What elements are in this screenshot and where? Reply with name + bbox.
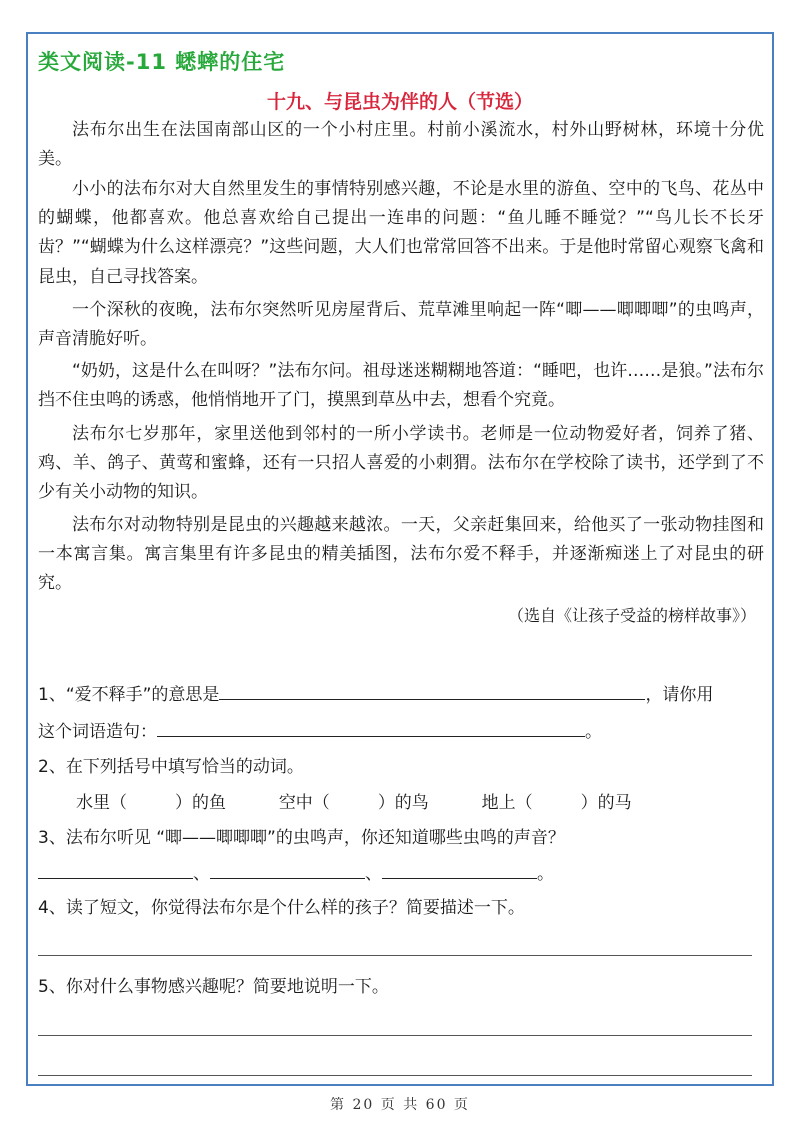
question-5-text: 5、你对什么事物感兴趣呢？简要地说明一下。	[38, 977, 389, 997]
article-title: 十九、与昆虫为伴的人（节选）	[266, 91, 533, 113]
q3-answer-blank-1[interactable]	[38, 860, 193, 879]
question-1-text: 1、“爱不释手”的意思是	[38, 685, 220, 705]
q2-item-fish: 水里（ ）的鱼	[76, 793, 226, 813]
q4-answer-line[interactable]	[38, 955, 752, 956]
paragraph-6: 法布尔对动物特别是昆虫的兴趣越来越浓。一天，父亲赶集回来，给他买了一张动物挂图和一本寓言集。寓言集里有许多昆虫的精美插图，法布尔爱不释手，并逐渐痴迷上了对昆虫的研究。	[38, 515, 764, 594]
question-1-sentence-prompt: 这个词语造句：	[38, 722, 157, 742]
paragraph-1: 法布尔出生在法国南部山区的一个小村庄里。村前小溪流水，村外山野树林，环境十分优美。	[38, 120, 764, 170]
source-citation: （选自《让孩子受益的榜样故事》）	[507, 606, 756, 625]
q1-sentence-blank[interactable]	[157, 718, 585, 737]
paragraph-4: “奶奶，这是什么在叫呀？”法布尔问。祖母迷迷糊糊地答道：“睡吧，也许……是狼。”法布尔挡不住虫鸣的诱惑，他悄悄地开了门，摸黑到草丛中去，想看个究竟。	[38, 361, 764, 411]
q2-item-bird: 空中（ ）的鸟	[278, 793, 429, 813]
question-4-text: 4、读了短文，你觉得法布尔是个什么样的孩子？简要描述一下。	[38, 898, 525, 918]
paragraph-3: 一个深秋的夜晚，法布尔突然听见房屋背后、荒草滩里响起一阵“唧——唧唧唧”的虫鸣声，声音清脆好听。	[38, 300, 764, 350]
question-1-line-1	[38, 681, 713, 707]
q5-answer-line-1[interactable]	[38, 1035, 752, 1036]
q2-item-horse: 地上（ ）的马	[481, 793, 632, 813]
question-3-answers: 、 、 。	[38, 860, 554, 886]
question-1-suffix: ，请你用	[645, 685, 714, 705]
question-2-items	[76, 791, 632, 815]
q3-answer-blank-2[interactable]	[210, 860, 365, 879]
question-2-text: 2、在下列括号中填写恰当的动词。	[38, 757, 304, 777]
question-1-line-2	[38, 718, 602, 744]
page-number: 第 20 页 共 60 页	[330, 1097, 470, 1113]
paragraph-2: 小小的法布尔对大自然里发生的事情特别感兴趣，不论是水里的游鱼、空中的飞鸟、花丛中的蝴蝶，他都喜欢。他总喜欢给自己提出一连串的问题：“鱼儿睡不睡觉？”“鸟儿长不长牙齿？”“蝴蝶为什么这样漂亮？”这些问题，大人们也常常回答不出来。于是他时常留心观察飞禽和昆虫，自己寻找答案。	[38, 179, 764, 287]
question-1-end: 。	[585, 722, 602, 742]
q5-answer-line-2[interactable]	[38, 1075, 752, 1076]
q3-answer-blank-3[interactable]	[382, 860, 537, 879]
section-title: 类文阅读-11 蟋蟀的住宅	[38, 50, 286, 74]
q1-meaning-blank[interactable]	[219, 681, 645, 700]
paragraph-5: 法布尔七岁那年，家里送他到邻村的一所小学读书。老师是一位动物爱好者，饲养了猪、鸡、羊、鸽子、黄莺和蜜蜂，还有一只招人喜爱的小刺猬。法布尔在学校除了读书，还学到了不少有关小动物的知识。	[38, 424, 764, 503]
question-3-text: 3、法布尔听见 “唧——唧唧唧”的虫鸣声，你还知道哪些虫鸣的声音？	[38, 828, 565, 848]
